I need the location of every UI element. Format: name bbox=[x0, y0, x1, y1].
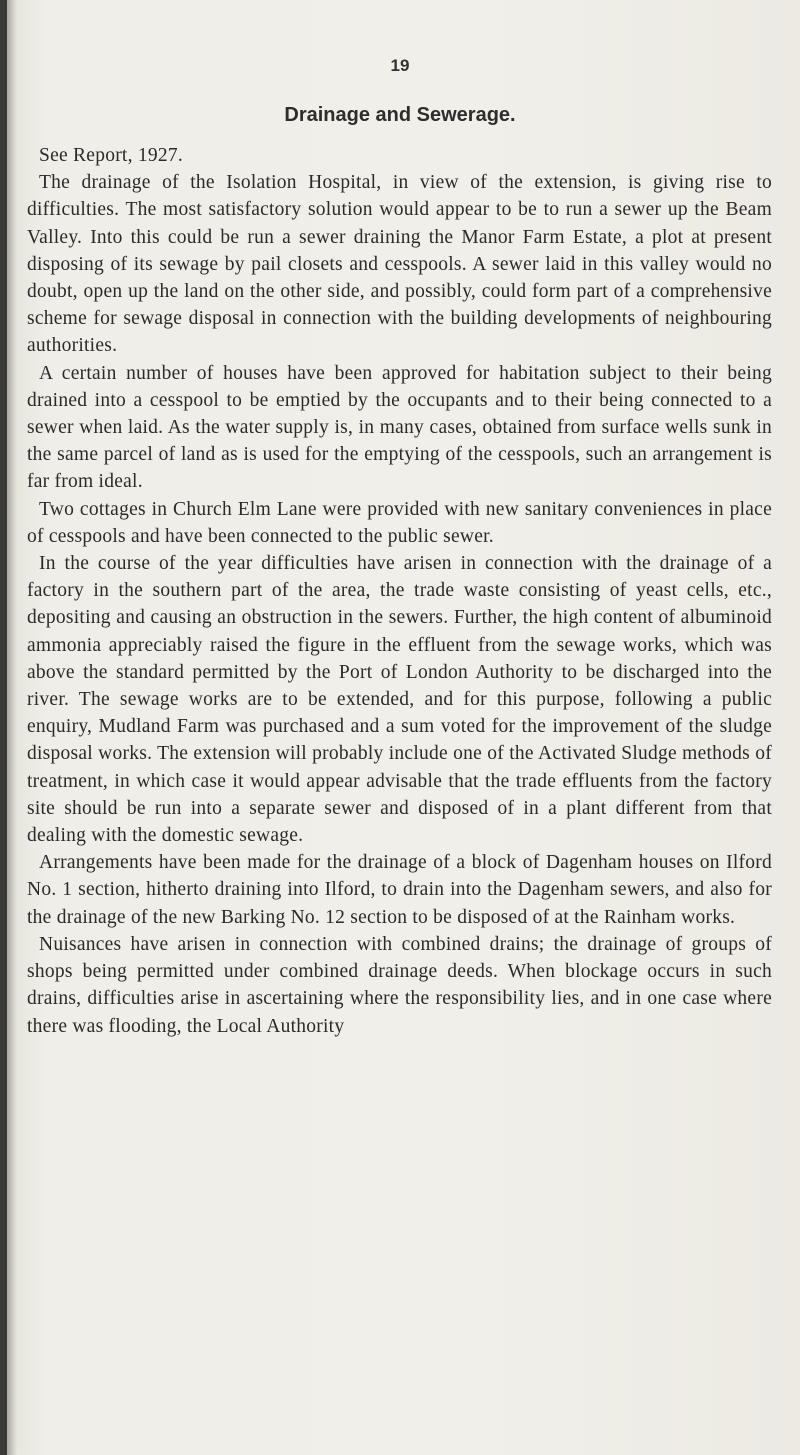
binding-shadow bbox=[7, 0, 17, 1455]
paragraph-factory-drainage: In the course of the year difficulties have arisen in connection with the drainage of a factory in the southern part of the area, the trade waste consisting of yeast cells, etc., depositing and causing an obstruction in the sewers. Further, the high content of albuminoid ammonia appreciably raised the figure in the effluent from the sewage works, which was above the standard permitted by the Port of London Authority to be discharged into the river. The sewage works are to be extended, and for this purpose, following a public enquiry, Mudland Farm was purchased and a sum voted for the improvement of the sludge disposal works. The extension will probably include one of the Activated Sludge methods of treatment, in which case it would appear advisable that the trade effluents from the factory site should be run into a separate sewer and disposed of in a plant different from that dealing with the domestic sewage. bbox=[27, 553, 772, 847]
body-text bbox=[27, 142, 772, 1040]
paragraph-see-report: See Report, 1927. bbox=[39, 145, 183, 166]
paragraph-cesspool-houses: A certain number of houses have been approved for habitation subject to their being drained into a cesspool to be emptied by the occupants and to their being connected to a sewer when laid. As the water supply is, in many cases, obtained from surface wells sunk in the same parcel of land as is used for the emptying of the cesspools, such an arrangement is far from ideal. bbox=[27, 362, 772, 493]
paragraph-isolation-hospital: The drainage of the Isolation Hospital, in view of the extension, is giving rise to difficulties. The most satisfactory solution would appear to be to run a sewer up the Beam Valley. Into this could be run a sewer draining the Manor Farm Estate, a plot at present disposing of its sewage by pail closets and cesspools. A sewer laid in this valley would no doubt, open up the land on the other side, and possibly, could form part of a comprehensive scheme for sewage disposal in connection with the building developments of neighbouring authorities. bbox=[27, 172, 772, 357]
page-number: 19 bbox=[390, 56, 410, 75]
paragraph-dagenham-arrangements: Arrangements have been made for the drainage of a block of Dagenham houses on Ilford No. 1 section, hitherto draining into Ilford, to drain into the Dagenham sewers, and also for the drainage of the new Barking No. 12 section to be disposed of at the Rainham works. bbox=[27, 852, 772, 928]
paragraph-combined-drains: Nuisances have arisen in connection with combined drains; the drainage of groups of shops being permitted under combined drainage deeds. When blockage occurs in such drains, difficulties arise in ascertaining where the responsibility lies, and in one case where there was flooding, the Local Authority bbox=[27, 933, 772, 1037]
paragraph-church-elm-lane: Two cottages in Church Elm Lane were provided with new sanitary conveniences in place of cesspools and have been connected to the public sewer. bbox=[27, 498, 772, 547]
section-heading: Drainage and Sewerage. bbox=[284, 104, 516, 126]
binding-edge bbox=[0, 0, 7, 1455]
